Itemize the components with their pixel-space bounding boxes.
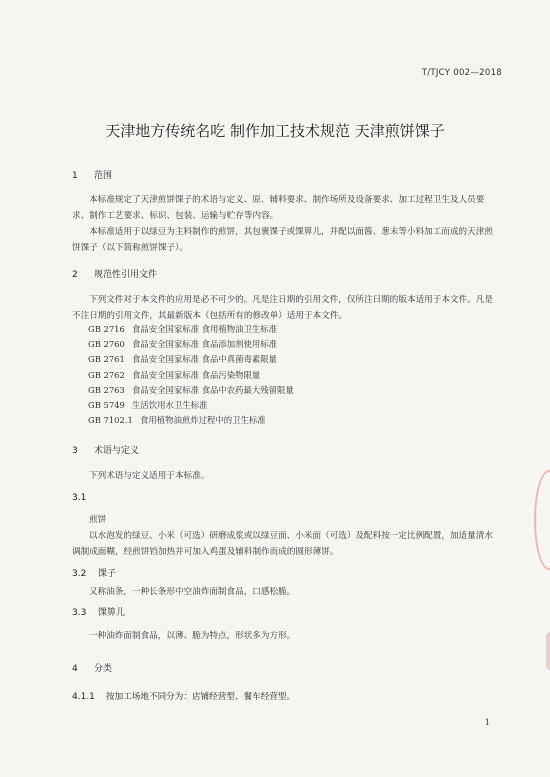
- term-3-1-definition: 以水泡发的绿豆、小米（可选）研磨成浆或以绿豆面、小米面（可选）及配料按一定比例配置，加适量清水调制成面糊，经煎饼铛加热并可加入鸡蛋及辅料制作而成的圆形薄饼。: [72, 531, 493, 557]
- section-1-heading: 1 范围: [72, 171, 113, 181]
- section-2-paragraph: 下列文件对于本文件的应用是必不可少的。凡是注日期的引用文件，仅所注日期的版本适用于本文件。凡是不注日期的引用文件，其最新版本（包括所有的修改单）适用于本文件。: [72, 295, 493, 321]
- reference-item: GB 2762 食品安全国家标准 食品污染物限量: [88, 369, 261, 380]
- section-3-heading: 3 术语与定义: [72, 446, 140, 456]
- section-1-paragraph-2: 本标准适用于以绿豆为主料制作的煎饼，其包裹馃子或馃箅儿，并配以面酱、葱末等小料加工而成的天津煎饼馃子（以下简称煎饼馃子）。: [72, 227, 493, 253]
- reference-item: GB 7102.1 食用植物油煎炸过程中的卫生标准: [88, 415, 266, 426]
- reference-item: GB 5749 生活饮用水卫生标准: [88, 400, 208, 411]
- section-2-heading: 2 规范性引用文件: [72, 270, 158, 280]
- term-3-1-name: 煎饼: [89, 515, 107, 525]
- reference-item: GB 2760 食品安全国家标准 食品添加剂使用标准: [88, 339, 278, 350]
- term-3-3-heading: 3.3 馃箅儿: [72, 608, 126, 618]
- reference-item: GB 2763 食品安全国家标准 食品中农药最大残留限量: [88, 384, 294, 395]
- reference-item: GB 2761 食品安全国家标准 食品中真菌毒素限量: [88, 354, 278, 365]
- term-3-2-heading: 3.2 馃子: [72, 569, 117, 579]
- term-3-2-definition: 又称油条，一种长条形中空油炸面制食品，口感松脆。: [89, 587, 296, 597]
- section-3-paragraph: 下列术语与定义适用于本标准。: [89, 471, 210, 481]
- document-title: 天津地方传统名吃 制作加工技术规范 天津煎饼馃子: [105, 122, 445, 140]
- clause-4-1-1: 4.1.1 按加工场地不同分为：店铺经营型、餐车经营型。: [72, 692, 296, 702]
- section-1-paragraph-1: 本标准规定了天津煎饼馃子的术语与定义、原、辅料要求、制作场所及设备要求、加工过程卫生及人员要求、制作工艺要求、标识、包装、运输与贮存等内容。: [72, 195, 485, 221]
- seal-stamp-fragment: [546, 632, 550, 670]
- seal-stamp-fragment: [534, 470, 550, 570]
- reference-list: [88, 322, 294, 428]
- section-4-heading: 4 分类: [72, 664, 113, 674]
- term-3-3-definition: 一种油炸面制食品，以薄、脆为特点，形状多为方形。: [89, 631, 296, 641]
- term-3-1-number: 3.1: [72, 493, 87, 503]
- standard-number: T/TJCY 002—2018: [421, 68, 502, 78]
- page-number: 1: [484, 718, 490, 728]
- reference-item: GB 2716 食品安全国家标准 食用植物油卫生标准: [88, 324, 278, 334]
